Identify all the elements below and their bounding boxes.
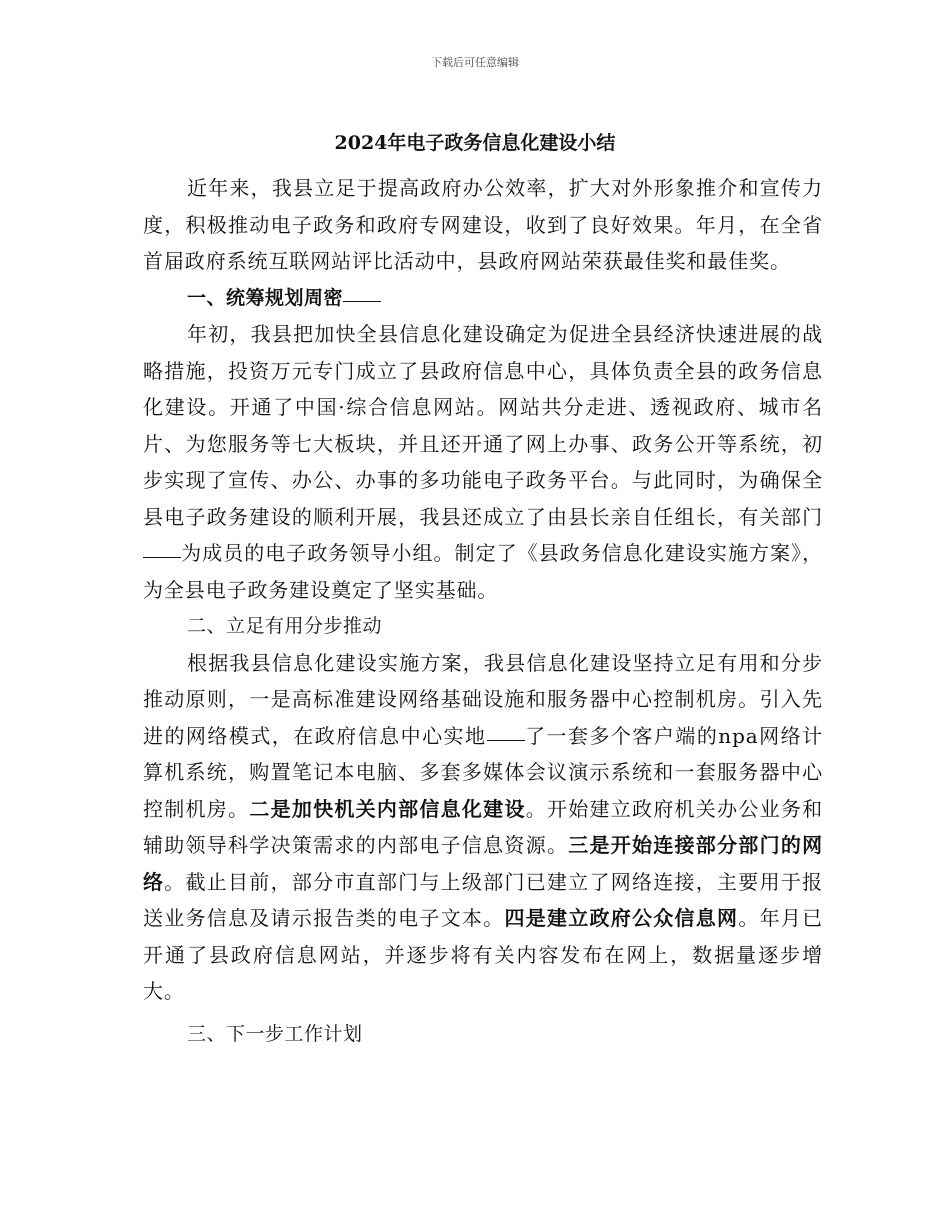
point-3-bold: 三是开始连接部分部门的网络 <box>143 833 823 894</box>
section-1-heading <box>143 280 823 317</box>
point-4-bold: 四是建立政府公众信息网 <box>504 906 739 930</box>
blank-line <box>343 300 381 302</box>
section-2-text-b: 了一套多个客户端的npa网络计算机系统，购置笔记本电脑、多套多媒体会议演示系统和一套服务器中心控制机房。 <box>143 723 823 821</box>
document-body <box>143 170 823 1052</box>
section-1-text-a: 年初，我县把加快全县信息化建设确定为促进全县经济快速进展的战略措施，投资万元专门成立了县政府信息中心，具体负责全县的政务信息化建设。开通了中国·综合信息网站。网站共分走进、透视政府、城市名片、为您服务等七大板块，并且还开通了网上办事、政务公开等系统，初步实现了宣传、办公、办事的多功能电子政务平台。与此同时，为确保全县电子政务建设的顺利开展，我县还成立了由县长亲自任组长，有关部门 <box>143 322 823 529</box>
section-1-paragraph <box>143 316 823 608</box>
blank-line <box>143 556 181 558</box>
document-title: 2024年电子政务信息化建设小结 <box>334 132 616 154</box>
header-note: 下载后可任意编辑 <box>431 56 519 69</box>
section-3-heading: 三、下一步工作计划 <box>187 1022 363 1045</box>
section-2-text-a: 根据我县信息化建设实施方案，我县信息化建设坚持立足有用和分步推动原则，一是高标准建设网络基础设施和服务器中心控制机房。引入先进的网络模式，在政府信息中心实地 <box>143 650 823 748</box>
section-2-paragraph <box>143 645 823 1010</box>
section-1-heading-text: 一、统筹规划周密 <box>187 286 344 309</box>
section-2-text-d: 。截止目前，部分市直部门与上级部门已建立了网络连接，主要用于报送业务信息及请示报告类的电子文本。 <box>143 869 823 930</box>
section-2-text-c: 。开始建立政府机关办公业务和辅助领导科学决策需求的内部电子信息资源。 <box>143 796 824 857</box>
blank-line <box>487 739 525 741</box>
section-1-text-b: 为成员的电子政务领导小组。制定了《县政务信息化建设实施方案》，为全县电子政务建设奠定了坚实基础。 <box>143 541 823 602</box>
intro-paragraph: 近年来，我县立足于提高政府办公效率，扩大对外形象推介和宣传力度，积极推动电子政务和政府专网建设，收到了良好效果。年月，在全省首届政府系统互联网站评比活动中，县政府网站荣获最佳奖和最佳奖。 <box>143 176 823 273</box>
section-2-heading: 二、立足有用分步推动 <box>187 615 383 637</box>
section-2-text-e: 。年月已开通了县政府信息网站，并逐步将有关内容发布在网上，数据量逐步增大。 <box>143 906 823 1003</box>
point-2-bold: 二是加快机关内部信息化建设 <box>249 796 526 821</box>
